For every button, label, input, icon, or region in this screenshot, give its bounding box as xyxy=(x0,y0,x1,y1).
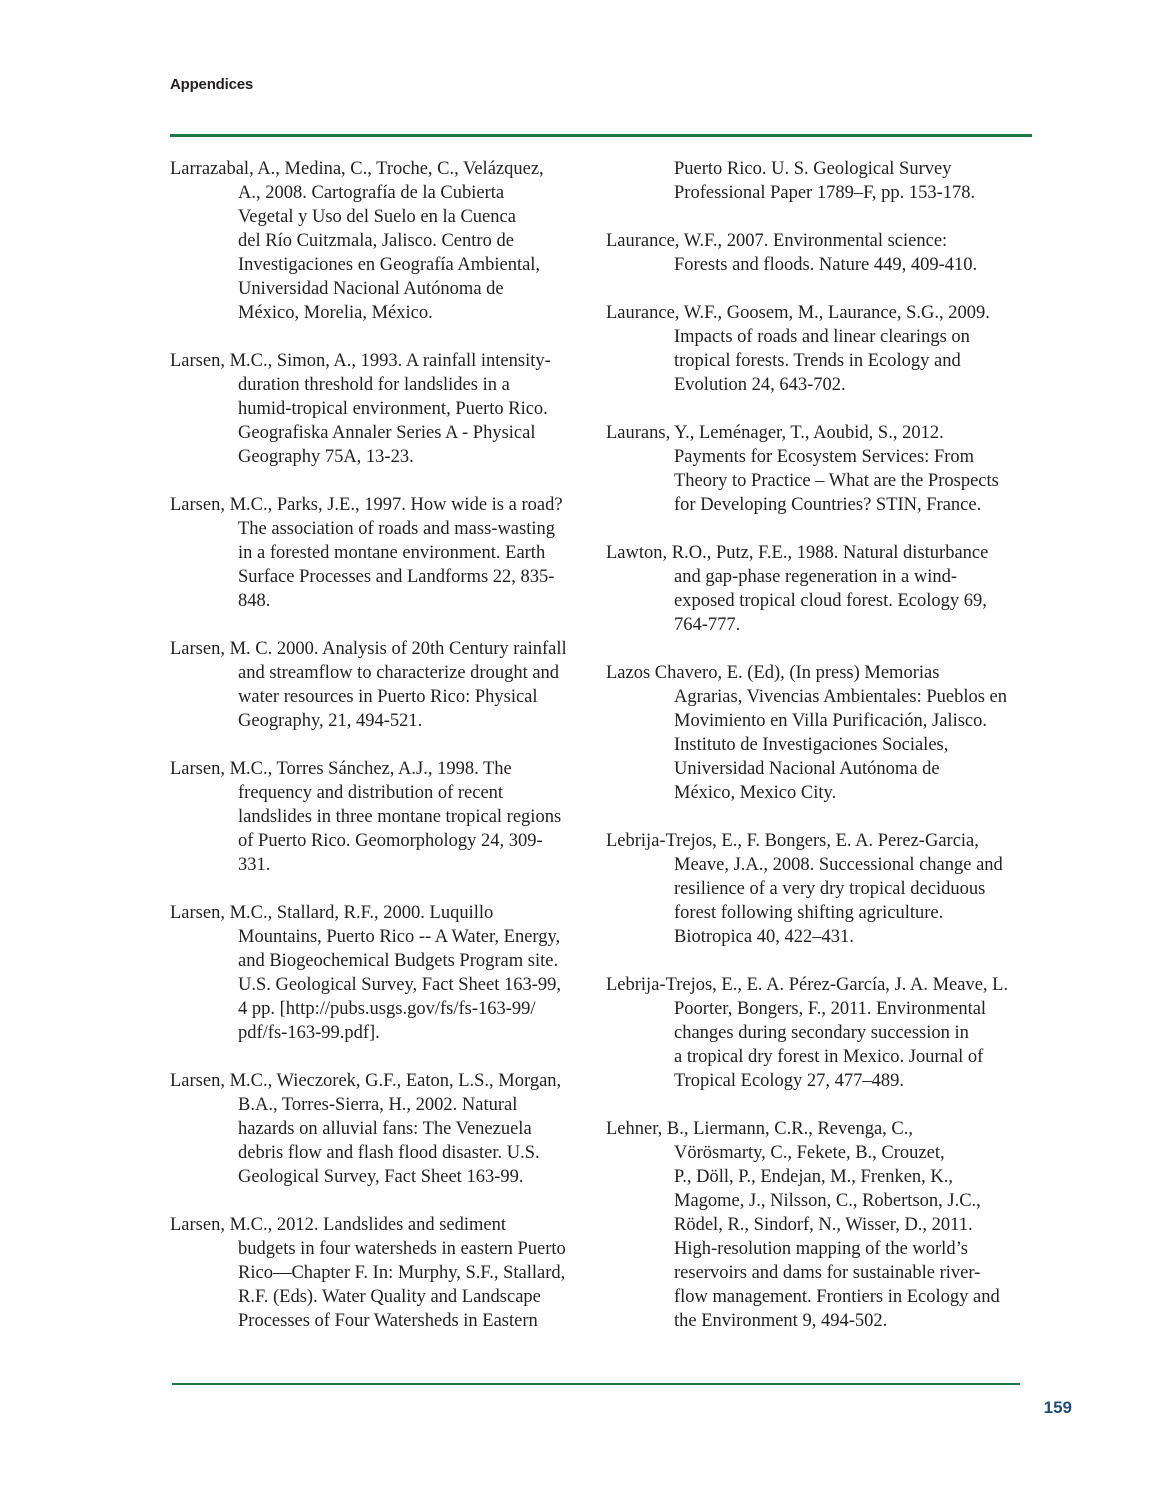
reference-line: Surface Processes and Landforms 22, 835- xyxy=(238,567,555,587)
reference-line: flow management. Frontiers in Ecology and xyxy=(674,1287,1000,1307)
reference-line: 848. xyxy=(238,591,271,611)
reference-line: Geography, 21, 494-521. xyxy=(238,711,423,731)
top-divider xyxy=(170,134,1032,137)
reference-line: Evolution 24, 643-702. xyxy=(674,375,846,395)
reference-line: forest following shifting agriculture. xyxy=(674,903,944,923)
reference-line: Lazos Chavero, E. (Ed), (In press) Memorias xyxy=(606,663,940,683)
reference-line: 764-777. xyxy=(674,615,741,635)
reference-line: exposed tropical cloud forest. Ecology 69, xyxy=(674,591,987,611)
reference-line: resilience of a very dry tropical deciduous xyxy=(674,879,986,899)
reference-line: Lehner, B., Liermann, C.R., Revenga, C., xyxy=(606,1119,914,1139)
reference-line: Mountains, Puerto Rico -- A Water, Energy, xyxy=(238,927,561,947)
reference-line: Larsen, M.C., Parks, J.E., 1997. How wide is a road? xyxy=(170,495,563,515)
reference-line: Larsen, M.C., Simon, A., 1993. A rainfall intensity- xyxy=(170,351,551,371)
reference-line: Larrazabal, A., Medina, C., Troche, C., Velázquez, xyxy=(170,159,544,179)
reference-line: Rödel, R., Sindorf, N., Wisser, D., 2011. xyxy=(674,1215,973,1235)
reference-line: Laurance, W.F., 2007. Environmental science: xyxy=(606,231,948,251)
reference-line: Larsen, M.C., 2012. Landslides and sediment xyxy=(170,1215,507,1235)
reference-entry xyxy=(170,757,595,877)
reference-line: Forests and floods. Nature 449, 409-410. xyxy=(674,255,978,275)
reference-line: P., Döll, P., Endejan, M., Frenken, K., xyxy=(674,1167,954,1187)
reference-line: 4 pp. [http://pubs.usgs.gov/fs/fs-163-99/ xyxy=(238,999,536,1019)
reference-line: Lebrija-Trejos, E., F. Bongers, E. A. Perez-Garcia, xyxy=(606,831,979,851)
reference-line: Vegetal y Uso del Suelo en la Cuenca xyxy=(238,207,516,227)
reference-line: reservoirs and dams for sustainable river- xyxy=(674,1263,981,1283)
reference-line: in a forested montane environment. Earth xyxy=(238,543,546,563)
reference-line: for Developing Countries? STIN, France. xyxy=(674,495,982,515)
reference-line: Geography 75A, 13-23. xyxy=(238,447,414,467)
reference-line: Processes of Four Watersheds in Eastern xyxy=(238,1311,538,1331)
reference-line: a tropical dry forest in Mexico. Journal of xyxy=(674,1047,984,1067)
reference-line: frequency and distribution of recent xyxy=(238,783,504,803)
reference-entry xyxy=(170,1069,595,1189)
reference-continuation xyxy=(606,157,1031,205)
left-column xyxy=(170,157,595,1357)
reference-line: Geografiska Annaler Series A - Physical xyxy=(238,423,536,443)
reference-line: del Río Cuitzmala, Jalisco. Centro de xyxy=(238,231,514,251)
bottom-divider xyxy=(172,1383,1020,1385)
reference-line: B.A., Torres-Sierra, H., 2002. Natural xyxy=(238,1095,518,1115)
reference-line: México, Mexico City. xyxy=(674,783,837,803)
reference-line: Lebrija-Trejos, E., E. A. Pérez-García, J. A. Meave, L. xyxy=(606,975,1009,995)
reference-line: pdf/fs-163-99.pdf]. xyxy=(238,1023,380,1043)
reference-line: and gap-phase regeneration in a wind- xyxy=(674,567,958,587)
reference-line: Universidad Nacional Autónoma de xyxy=(674,759,940,779)
reference-line: Larsen, M.C., Torres Sánchez, A.J., 1998. The xyxy=(170,759,512,779)
reference-entry xyxy=(606,661,1031,805)
reference-line: Universidad Nacional Autónoma de xyxy=(238,279,504,299)
reference-line: Biotropica 40, 422–431. xyxy=(674,927,854,947)
reference-line: Instituto de Investigaciones Sociales, xyxy=(674,735,949,755)
reference-line: 331. xyxy=(238,855,271,875)
reference-line: and Biogeochemical Budgets Program site. xyxy=(238,951,559,971)
reference-line: and streamflow to characterize drought and xyxy=(238,663,560,683)
reference-line: humid-tropical environment, Puerto Rico. xyxy=(238,399,548,419)
reference-line: Vörösmarty, C., Fekete, B., Crouzet, xyxy=(674,1143,945,1163)
reference-entry xyxy=(170,901,595,1045)
section-header: Appendices xyxy=(170,76,254,93)
reference-entry xyxy=(606,1117,1031,1333)
reference-line: Laurans, Y., Leménager, T., Aoubid, S., 2012. xyxy=(606,423,944,443)
reference-line: Payments for Ecosystem Services: From xyxy=(674,447,975,467)
reference-entry xyxy=(606,541,1031,637)
reference-line: U.S. Geological Survey, Fact Sheet 163-99, xyxy=(238,975,562,995)
reference-line: Investigaciones en Geografía Ambiental, xyxy=(238,255,541,275)
reference-entry xyxy=(170,1213,595,1333)
reference-entry xyxy=(606,301,1031,397)
reference-line: Puerto Rico. U. S. Geological Survey xyxy=(674,159,952,179)
reference-line: tropical forests. Trends in Ecology and xyxy=(674,351,961,371)
reference-line: Theory to Practice – What are the Prospects xyxy=(674,471,999,491)
reference-line: Laurance, W.F., Goosem, M., Laurance, S.G., 2009. xyxy=(606,303,990,323)
reference-line: the Environment 9, 494-502. xyxy=(674,1311,888,1331)
page-number: 159 xyxy=(1043,1398,1072,1417)
reference-line: Larsen, M.C., Stallard, R.F., 2000. Luquillo xyxy=(170,903,494,923)
reference-entry xyxy=(170,493,595,613)
reference-line: Larsen, M.C., Wieczorek, G.F., Eaton, L.S., Morgan, xyxy=(170,1071,562,1091)
reference-line: water resources in Puerto Rico: Physical xyxy=(238,687,538,707)
reference-line: changes during secondary succession in xyxy=(674,1023,969,1043)
reference-line: Geological Survey, Fact Sheet 163-99. xyxy=(238,1167,524,1187)
reference-line: Rico—Chapter F. In: Murphy, S.F., Stallard, xyxy=(238,1263,566,1283)
reference-entry xyxy=(170,157,595,325)
reference-line: Tropical Ecology 27, 477–489. xyxy=(674,1071,905,1091)
reference-line: A., 2008. Cartografía de la Cubierta xyxy=(238,183,505,203)
reference-entry xyxy=(606,421,1031,517)
reference-line: Professional Paper 1789–F, pp. 153-178. xyxy=(674,183,976,203)
reference-line: High-resolution mapping of the world’s xyxy=(674,1239,968,1259)
reference-line: Meave, J.A., 2008. Successional change and xyxy=(674,855,1003,875)
reference-entry xyxy=(606,229,1031,277)
reference-line: Lawton, R.O., Putz, F.E., 1988. Natural disturbance xyxy=(606,543,989,563)
reference-line: of Puerto Rico. Geomorphology 24, 309- xyxy=(238,831,543,851)
right-column xyxy=(606,157,1031,1357)
reference-line: duration threshold for landslides in a xyxy=(238,375,510,395)
reference-line: hazards on alluvial fans: The Venezuela xyxy=(238,1119,532,1139)
reference-line: Agrarias, Vivencias Ambientales: Pueblos en xyxy=(674,687,1008,707)
reference-entry xyxy=(606,973,1031,1093)
reference-line: R.F. (Eds). Water Quality and Landscape xyxy=(238,1287,541,1307)
reference-line: Movimiento en Villa Purificación, Jalisco. xyxy=(674,711,987,731)
reference-line: México, Morelia, México. xyxy=(238,303,433,323)
reference-line: debris flow and flash flood disaster. U.S. xyxy=(238,1143,540,1163)
reference-line: Larsen, M. C. 2000. Analysis of 20th Century rainfall xyxy=(170,639,567,659)
reference-entry xyxy=(170,349,595,469)
reference-line: Poorter, Bongers, F., 2011. Environmental xyxy=(674,999,987,1019)
reference-line: landslides in three montane tropical regions xyxy=(238,807,562,827)
reference-entry xyxy=(170,637,595,733)
reference-line: Impacts of roads and linear clearings on xyxy=(674,327,970,347)
reference-line: budgets in four watersheds in eastern Puerto xyxy=(238,1239,566,1259)
reference-line: Magome, J., Nilsson, C., Robertson, J.C., xyxy=(674,1191,981,1211)
reference-line: The association of roads and mass-wasting xyxy=(238,519,555,539)
reference-entry xyxy=(606,829,1031,949)
